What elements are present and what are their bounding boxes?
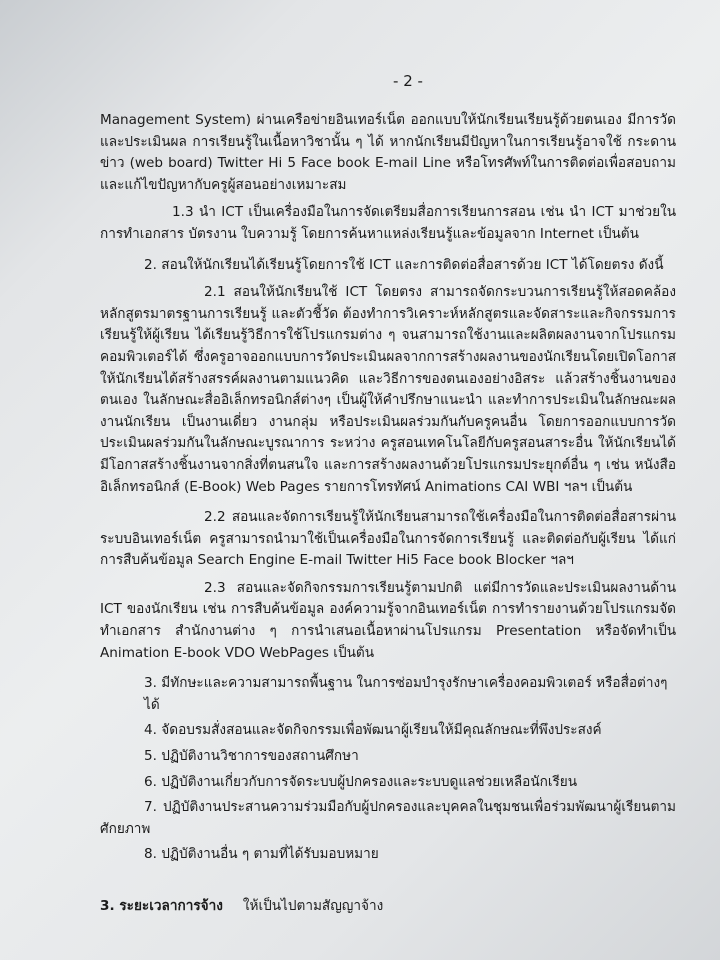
- list-item: 5. ปฏิบัติงานวิชาการของสถานศึกษา: [144, 748, 359, 765]
- list-item: 8. ปฏิบัติงานอื่น ๆ ตามที่ได้รับมอบหมาย: [144, 846, 379, 863]
- paragraph-1-3: 1.3 นำ ICT เป็นเครื่องมือในการจัดเตรียมสื่อการเรียนการสอน เช่น นำ ICT มาช่วยในการทำเอกสาร บัตรงาน ใบความรู้ โดยการค้นหาแหล่งเรียนรู้และข้อมูลจาก Internet เป็นต้น: [100, 204, 676, 242]
- paragraph-lms-continuation: Management System) ผ่านเครือข่ายอินเทอร์เน็ต ออกแบบให้นักเรียนเรียนรู้ด้วยตนเอง มีการวัดและประเมินผล การเรียนรู้ในเนื้อหาวิชานั้น ๆ ได้ หากนักเรียนมีปัญหาในการเรียนรู้อาจใช้ กระดานข่าว (web board) Twitter Hi 5 Face book E-mail Line หรือโทรศัพท์ในการติดต่อเพื่อสอบถามและแก้ไขปัญหากับครูผู้สอนอย่างเหมาะสม: [100, 112, 676, 193]
- list-item: 7. ปฏิบัติงานประสานความร่วมมือกับผู้ปกครองและบุคคลในชุมชนเพื่อร่วมพัฒนาผู้เรียนตามศักยภาพ: [100, 799, 676, 837]
- employment-term-text: ให้เป็นไปตามสัญญาจ้าง: [242, 898, 384, 914]
- paragraph-2-2: 2.2 สอนและจัดการเรียนรู้ให้นักเรียนสามารถใช้เครื่องมือในการติดต่อสื่อสารผ่านระบบอินเทอร์เน็ต ครูสามารถนำมาใช้เป็นเครื่องมือในการจัดการเรียนรู้ และติดต่อกับผู้เรียน ได้แก่ การสืบค้นข้อมูล Search Engine E-mail Twitter Hi5 Face book Blocker ฯลฯ: [100, 509, 676, 569]
- list-item: 6. ปฏิบัติงานเกี่ยวกับการจัดระบบผู้ปกครองและระบบดูแลช่วยเหลือนักเรียน: [144, 773, 578, 790]
- page-number: - 2 -: [393, 72, 423, 90]
- paragraph-section-2: 2. สอนให้นักเรียนได้เรียนรู้โดยการใช้ ICT และการติดต่อสื่อสารด้วย ICT ได้โดยตรง ดังนี้: [144, 256, 664, 273]
- paragraph-2-1: 2.1 สอนให้นักเรียนใช้ ICT โดยตรง สามารถจัดกระบวนการเรียนรู้ให้สอดคล้องหลักสูตรมาตรฐานการเรียนรู้ และตัวชี้วัด ต้องทำการวิเคราะห์หลักสูตรและจัดสาระและกิจกรรมการเรียนรู้ให้ผู้เรียน ได้เรียนรู้วิธีการใช้โปรแกรมต่าง ๆ จนสามารถใช้งานและผลิตผลงานจากโปรแกรมคอมพิวเตอร์ได้ ซึ่งครูอาจออกแบบการวัดประเมินผลจากการสร้างผลงานของนักเรียนโดยเปิดโอกาสให้นักเรียนได้สร้างสรรค์ผลงานตามแนวคิด และวิธีการของตนเองอย่างอิสระ แล้วสร้างชิ้นงานของตนเอง ในลักษณะสื่ออิเล็กทรอนิกส์ต่างๆ เป็นผู้ให้คำปรึกษาแนะนำ และทำการประเมินในลักษณะผลงานนักเรียน เป็นงานเดี่ยว งานกลุ่ม หรือประเมินผลร่วมกันกับครูคนอื่น โดยการออกแบบการวัดประเมินผลร่วมกันในลักษณะบูรณาการ ระหว่าง ครูสอนเทคโนโลยีกับครูสอนสาระอื่น ให้นักเรียนได้มีโอกาสสร้างชิ้นงานจากสิ่งที่ตนสนใจ และการสร้างผลงานด้วยโปรแกรมประยุกต์อื่น ๆ เช่น หนังสืออิเล็กทรอนิกส์ (E-Book) Web Pages รายการโทรทัศน์ Animations CAI WBI ฯลฯ เป็นต้น: [100, 284, 676, 495]
- list-item: 4. จัดอบรมสั่งสอนและจัดกิจกรรมเพื่อพัฒนาผู้เรียนให้มีคุณลักษณะที่พึงประสงค์: [144, 722, 602, 739]
- employment-term-label: 3. ระยะเวลาการจ้าง: [100, 898, 223, 914]
- employment-term: [100, 896, 676, 918]
- list-item: 3. มีทักษะและความสามารถพื้นฐาน ในการซ่อมบำรุงรักษาเครื่องคอมพิวเตอร์ หรือสื่อต่างๆ ได้: [144, 675, 668, 713]
- numbered-list: [100, 673, 676, 866]
- paragraph-2-3: 2.3 สอนและจัดกิจกรรมการเรียนรู้ตามปกติ แต่มีการวัดและประเมินผลงานด้าน ICT ของนักเรียน เช่น การสืบค้นข้อมูล องค์ความรู้จากอินเทอร์เน็ต การทำรายงานด้วยโปรแกรมจัดทำเอกสาร สำนักงานต่าง ๆ การนำเสนอเนื้อหาผ่านโปรแกรม Presentation หรือจัดทำเป็น Animation E-book VDO WebPages เป็นต้น: [100, 579, 676, 661]
